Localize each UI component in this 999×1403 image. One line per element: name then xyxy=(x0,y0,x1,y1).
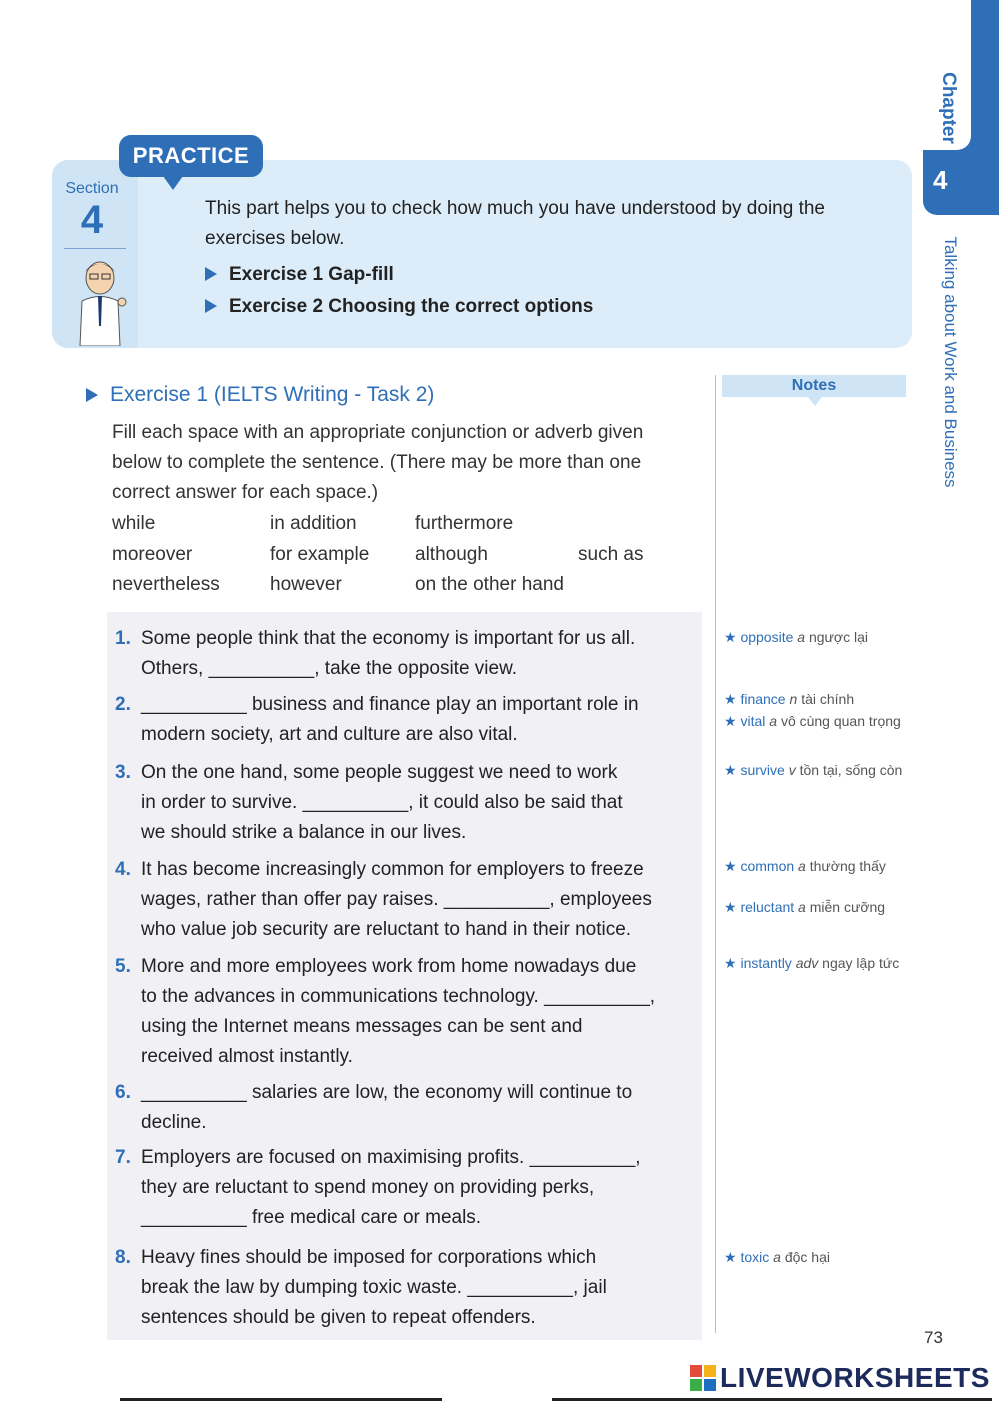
word-bank-item: in addition xyxy=(270,513,357,534)
page-number: 73 xyxy=(924,1328,943,1347)
question-2: 2. __________ business and finance play an important role in modern society, art and culture are also vital. xyxy=(115,694,639,745)
note-common: ★ common a thường thấy xyxy=(724,858,886,874)
triangle-bullet-icon xyxy=(86,388,98,402)
notes-divider xyxy=(715,375,716,1333)
note-toxic: ★ toxic a độc hại xyxy=(724,1249,830,1265)
practice-intro: This part helps you to check how much you have understood by doing the exercises below. xyxy=(205,198,825,249)
question-4: 4. It has become increasingly common for employers to freeze wages, rather than offer pay raises. __________, employees who value job security are reluctant to hand in their notice. xyxy=(115,859,652,940)
star-icon: ★ xyxy=(724,762,741,778)
star-icon: ★ xyxy=(724,899,741,915)
note-opposite: ★ opposite a ngược lại xyxy=(724,629,868,645)
exercise-link-2: Exercise 2 Choosing the correct options xyxy=(205,296,593,318)
exercise-link-1: Exercise 1 Gap-fill xyxy=(205,264,394,286)
practice-tag: PRACTICE xyxy=(119,135,263,177)
star-icon: ★ xyxy=(724,1249,741,1265)
note-finance: ★ finance n tài chính xyxy=(724,691,855,707)
practice-tag-tail xyxy=(163,176,183,190)
question-8: 8. Heavy fines should be imposed for corporations which break the law by dumping toxic waste. __________, jail sentences should be given to repeat offenders. xyxy=(115,1247,607,1328)
question-6: 6. __________ salaries are low, the economy will continue to decline. xyxy=(115,1082,633,1133)
question-5: 5. More and more employees work from home nowadays due to the advances in communications technology. __________, using the Internet means messages can be sent and received almost instantly. xyxy=(115,956,656,1067)
chapter-title: Talking about Work and Business xyxy=(941,236,960,488)
star-icon: ★ xyxy=(724,713,741,729)
section-label: Section xyxy=(65,180,119,197)
note-instantly: ★ instantly adv ngay lập tức xyxy=(724,955,900,971)
word-bank-item: nevertheless xyxy=(112,574,220,595)
note-survive: ★ survive v tồn tại, sống còn xyxy=(724,762,903,778)
section-divider xyxy=(64,248,126,249)
triangle-bullet-icon xyxy=(205,267,217,281)
notes-heading-tail xyxy=(808,397,822,406)
note-vital: ★ vital a vô cùng quan trọng xyxy=(724,713,901,729)
word-bank-item: although xyxy=(415,544,488,565)
word-bank-item: while xyxy=(112,513,156,534)
question-3: 3. On the one hand, some people suggest we need to work in order to survive. __________, it could also be said that we should strike a balance in our lives. xyxy=(115,762,623,843)
teacher-mascot-icon xyxy=(70,256,130,346)
exercise-heading: Exercise 1 (IELTS Writing - Task 2) xyxy=(86,383,434,407)
bottom-rule-right xyxy=(552,1398,992,1401)
word-bank-item: on the other hand xyxy=(415,574,564,595)
chapter-number: 4 xyxy=(933,165,948,195)
section-number: 4 xyxy=(80,198,104,242)
triangle-bullet-icon xyxy=(205,299,217,313)
question-7: 7. Employers are focused on maximising profits. __________, they are reluctant to spend money on providing perks, __________ free medical care or meals. xyxy=(115,1147,641,1228)
star-icon: ★ xyxy=(724,955,741,971)
word-bank-item: for example xyxy=(270,544,370,565)
note-reluctant: ★ reluctant a miễn cưỡng xyxy=(724,899,886,915)
word-bank-item: such as xyxy=(578,544,644,565)
word-bank-item: however xyxy=(270,574,342,595)
question-1: 1. Some people think that the economy is important for us all. Others, __________, take the opposite view. xyxy=(115,628,636,679)
chapter-label: Chapter xyxy=(938,72,959,144)
word-bank-item: moreover xyxy=(112,544,193,565)
star-icon: ★ xyxy=(724,858,741,874)
word-bank-item: furthermore xyxy=(415,513,514,534)
star-icon: ★ xyxy=(724,629,741,645)
star-icon: ★ xyxy=(724,691,741,707)
liveworksheets-icon xyxy=(690,1365,716,1391)
exercise-instruction: Fill each space with an appropriate conjunction or adverb given below to complete the sentence. (There may be more than one correct answer for each space.) xyxy=(112,422,644,503)
liveworksheets-logo: LIVEWORKSHEETS xyxy=(690,1362,990,1394)
bottom-rule-left xyxy=(120,1398,442,1401)
notes-heading: Notes xyxy=(722,375,906,397)
